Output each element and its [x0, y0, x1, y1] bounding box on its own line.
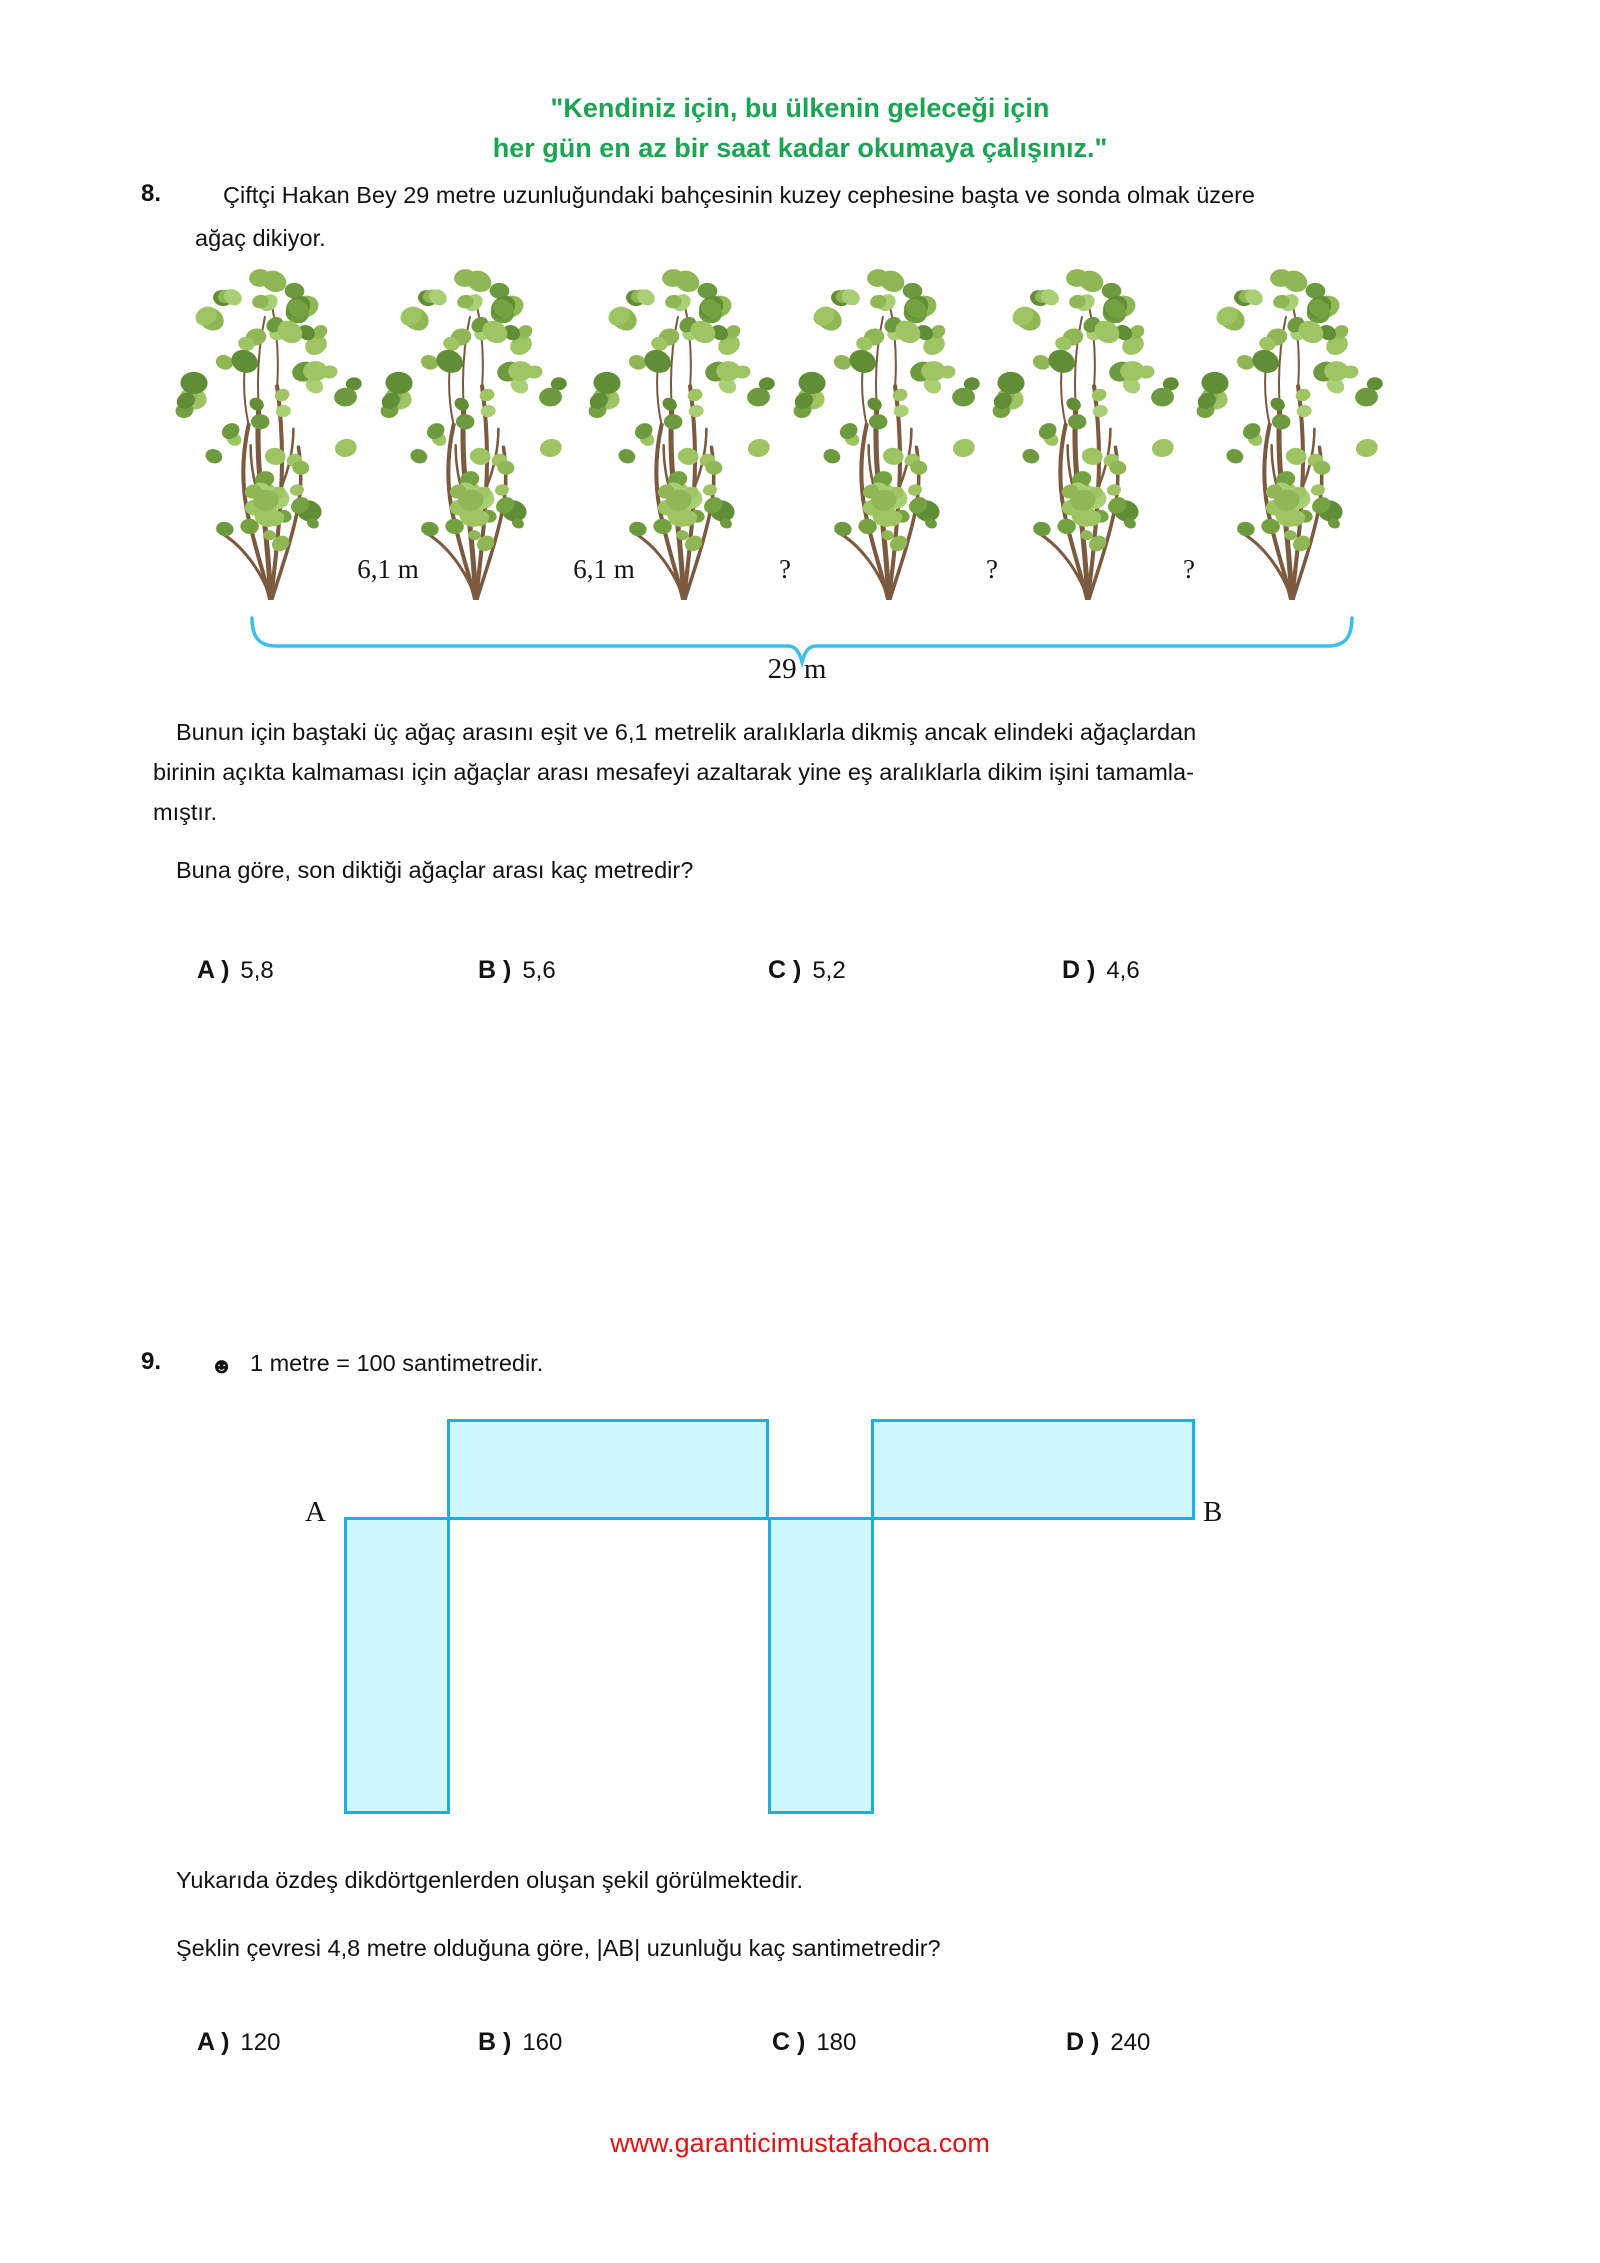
option-d-value: 4,6	[1106, 957, 1140, 984]
option-a-value: 120	[240, 2029, 281, 2056]
option-a	[197, 2028, 280, 2057]
motto-line-1: "Kendiniz için, bu ülkenin geleceği için	[550, 93, 1050, 123]
option-a-value: 5,8	[240, 957, 274, 984]
option-d-value: 240	[1110, 2029, 1151, 2056]
paragraph-line-1: Bunun için baştaki üç ağaç arasını eşit ve 6,1 metrelik aralıklarla dikmiş ancak elindeki ağaçlardan	[176, 719, 1197, 745]
option-a	[197, 956, 274, 985]
option-b-label: B )	[478, 2028, 512, 2056]
option-a-label: A )	[197, 956, 230, 984]
option-d	[1062, 956, 1140, 985]
option-b	[478, 2028, 562, 2057]
gap-label-5: ?	[1183, 554, 1195, 584]
question-9-prompt: Şeklin çevresi 4,8 metre olduğuna göre, |AB| uzunluğu kaç santimetredir?	[176, 1935, 941, 1961]
gap-label-3: ?	[779, 554, 791, 584]
footer-url: www.garanticimustafahoca.com	[610, 2128, 990, 2158]
question-9-number: 9.	[141, 1348, 162, 1375]
option-c-value: 180	[816, 2029, 857, 2056]
point-a-label: A	[305, 1496, 326, 1528]
question-8-text-line-1: Çiftçi Hakan Bey 29 metre uzunluğundaki bahçesinin kuzey cephesine başta ve sonda olmak üzere	[223, 182, 1255, 208]
point-b-label: B	[1203, 1496, 1223, 1528]
option-d	[1066, 2028, 1150, 2057]
option-b-value: 5,6	[522, 957, 556, 984]
question-8-number: 8.	[141, 180, 162, 207]
tree-icon	[165, 264, 377, 600]
question-8-text	[195, 174, 1490, 260]
question-8-paragraph	[153, 712, 1443, 832]
option-c-label: C )	[772, 2028, 806, 2056]
question-9-caption: Yukarıda özdeş dikdörtgenlerden oluşan şekil görülmektedir.	[176, 1867, 804, 1893]
question-8-prompt: Buna göre, son diktiği ağaçlar arası kaç metredir?	[176, 857, 694, 883]
tree-icon	[1186, 264, 1398, 600]
question-8-options	[0, 956, 1600, 996]
question-9-options	[0, 2028, 1600, 2068]
smiley-icon: ☻	[210, 1353, 234, 1378]
motto-header	[0, 88, 1600, 168]
gap-label-4: ?	[986, 554, 998, 584]
rectangle-bottom-left	[344, 1517, 450, 1814]
rectangle-top-right	[871, 1419, 1195, 1520]
option-c	[772, 2028, 856, 2057]
option-a-label: A )	[197, 2028, 230, 2056]
option-b	[478, 956, 556, 985]
option-c	[768, 956, 846, 985]
rectangle-top-left	[447, 1419, 769, 1520]
tree-icon	[578, 264, 790, 600]
question-9-intro: 1 metre = 100 santimetredir.	[250, 1350, 544, 1376]
motto-line-2: her gün en az bir saat kadar okumaya çalışınız."	[492, 133, 1108, 163]
option-c-value: 5,2	[812, 957, 846, 984]
tree-icon	[783, 264, 995, 600]
option-d-label: D )	[1062, 956, 1096, 984]
gap-label-1: 6,1 m	[357, 554, 419, 584]
option-b-label: B )	[478, 956, 512, 984]
option-c-label: C )	[768, 956, 802, 984]
tree-icon	[982, 264, 1194, 600]
rectangle-bottom-middle	[768, 1517, 874, 1814]
tree-icon	[370, 264, 582, 600]
gap-label-2: 6,1 m	[573, 554, 635, 584]
total-length-label: 29 m	[767, 653, 827, 685]
paragraph-line-3: mıştır.	[153, 799, 217, 825]
option-d-label: D )	[1066, 2028, 1100, 2056]
option-b-value: 160	[522, 2029, 563, 2056]
paragraph-line-2: birinin açıkta kalmaması için ağaçlar arası mesafeyi azaltarak yine eş aralıklarla dikim işini tamamla-	[153, 759, 1194, 785]
question-8-text-line-2: ağaç dikiyor.	[195, 225, 326, 251]
